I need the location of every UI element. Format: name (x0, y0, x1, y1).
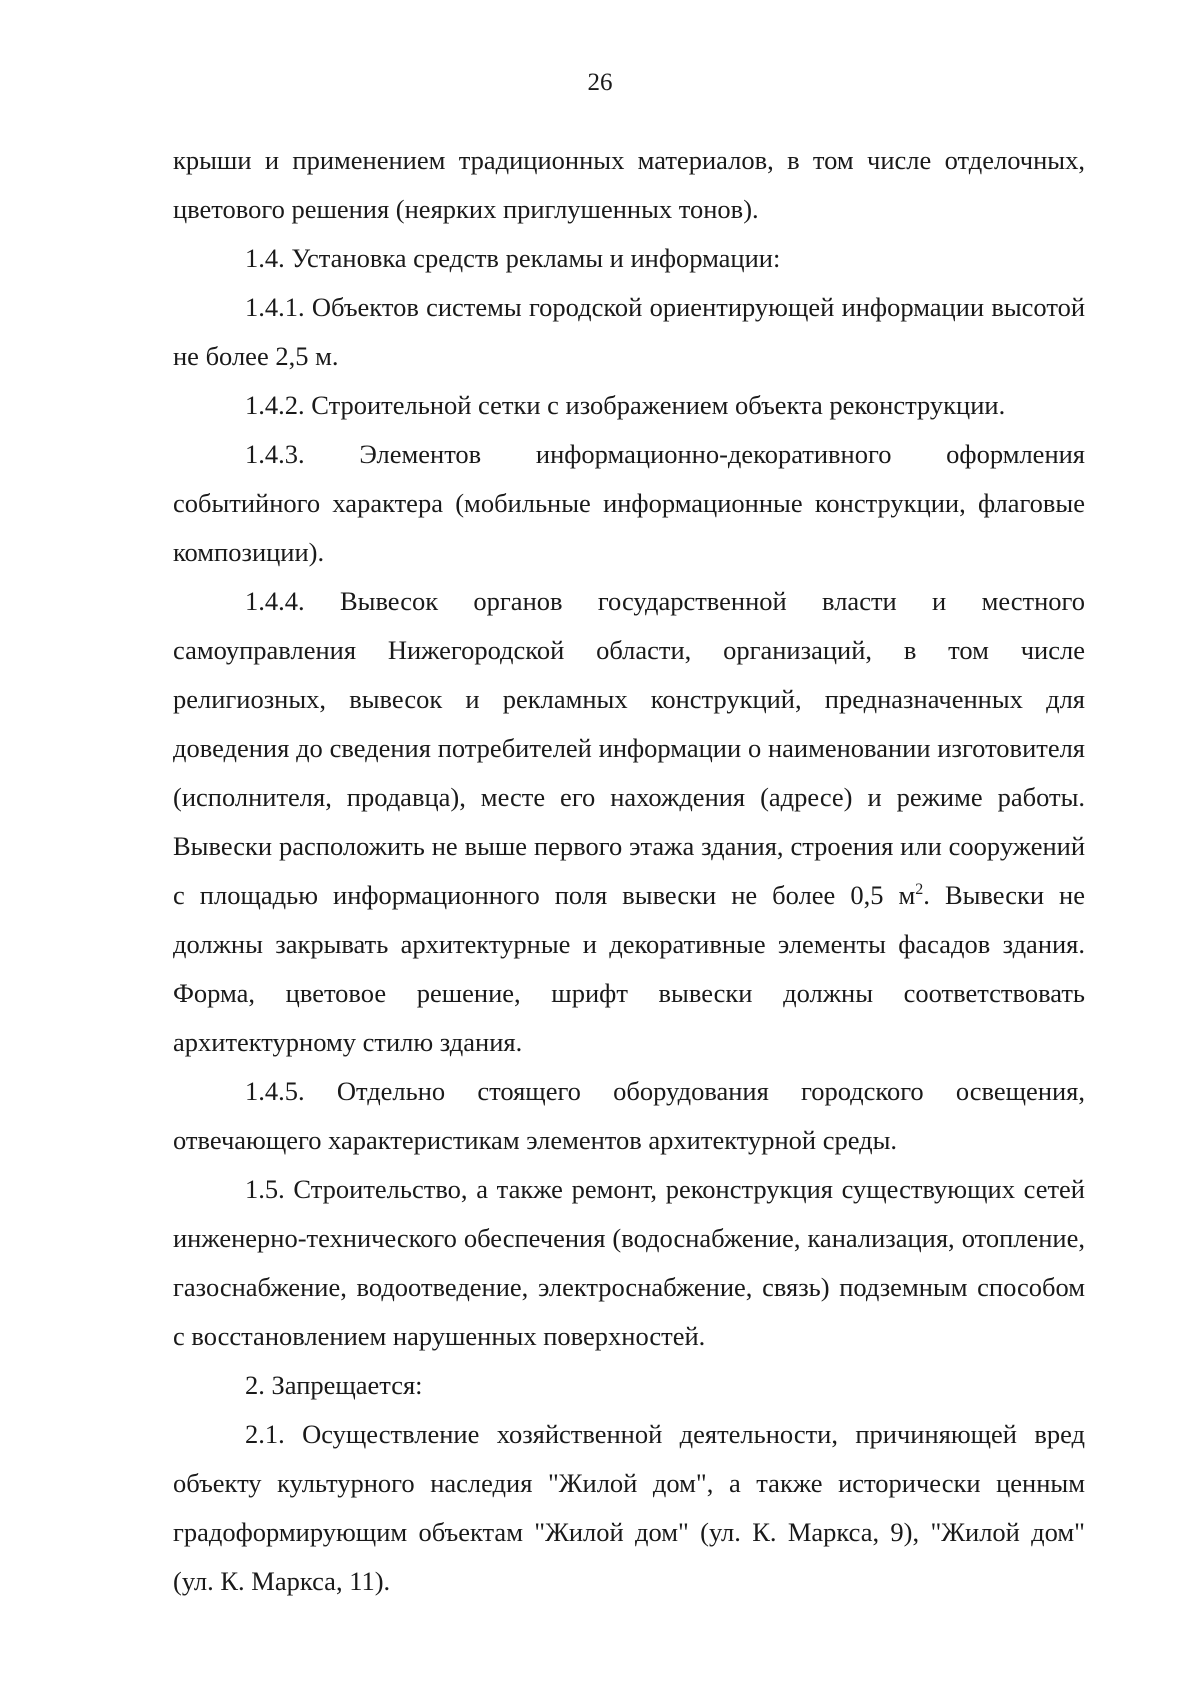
page-number: 26 (587, 69, 613, 96)
paragraph-1-4-1: 1.4.1. Объектов системы городской ориентирующей информации высотой не более 2,5 м. (173, 292, 1085, 371)
paragraph-roof-materials: крыши и применением традиционных материалов, в том числе отделочных, цветового решения (неярких приглушенных тонов). (173, 145, 1085, 224)
paragraph-1-4-3: 1.4.3. Элементов информационно-декоративного оформления событийного характера (мобильные информационные конструкции, флаговые композиции). (173, 439, 1085, 567)
paragraph-1-4-2: 1.4.2. Строительной сетки с изображением объекта реконструкции. (245, 390, 1006, 420)
paragraph-1-4-4-part-1: 1.4.4. Вывесок органов государственной власти и местного самоуправления Нижегородской области, организаций, в том числе религиозных, вывесок и рекламных конструкций, предназначенных для доведения до сведения потребителей информации о наименовании изготовителя (исполнителя, продавца), месте его нахождения (адресе) и режиме работы. Вывески расположить не выше первого этажа здания, строения или сооружений с площадью информационного поля вывески не более 0,5 м (173, 586, 1085, 910)
paragraph-1-5: 1.5. Строительство, а также ремонт, реконструкция существующих сетей инженерно-технического обеспечения (водоснабжение, канализация, отопление, газоснабжение, водоотведение, электроснабжение, связь) подземным способом с восстановлением нарушенных поверхностей. (173, 1174, 1085, 1351)
paragraph-1-4-4-part-2: . Вывески не должны закрывать архитектурные и декоративные элементы фасадов здания. Форма, цветовое решение, шрифт вывески должны соответствовать архитектурному стилю здания. (173, 880, 1085, 1057)
paragraph-1-4-4 (173, 577, 1085, 1067)
document-body (173, 136, 1085, 1606)
paragraph-2-1: 2.1. Осуществление хозяйственной деятельности, причиняющей вред объекту культурного наследия "Жилой дом", а также исторически ценным градоформирующим объектам "Жилой дом" (ул. К. Маркса, 9), "Жилой дом" (ул. К. Маркса, 11). (173, 1419, 1085, 1596)
paragraph-1-4-5: 1.4.5. Отдельно стоящего оборудования городского освещения, отвечающего характеристикам элементов архитектурной среды. (173, 1076, 1085, 1155)
square-meter-superscript: 2 (915, 881, 924, 899)
paragraph-1-4-heading: 1.4. Установка средств рекламы и информации: (245, 243, 781, 273)
paragraph-2-heading: 2. Запрещается: (245, 1370, 423, 1400)
